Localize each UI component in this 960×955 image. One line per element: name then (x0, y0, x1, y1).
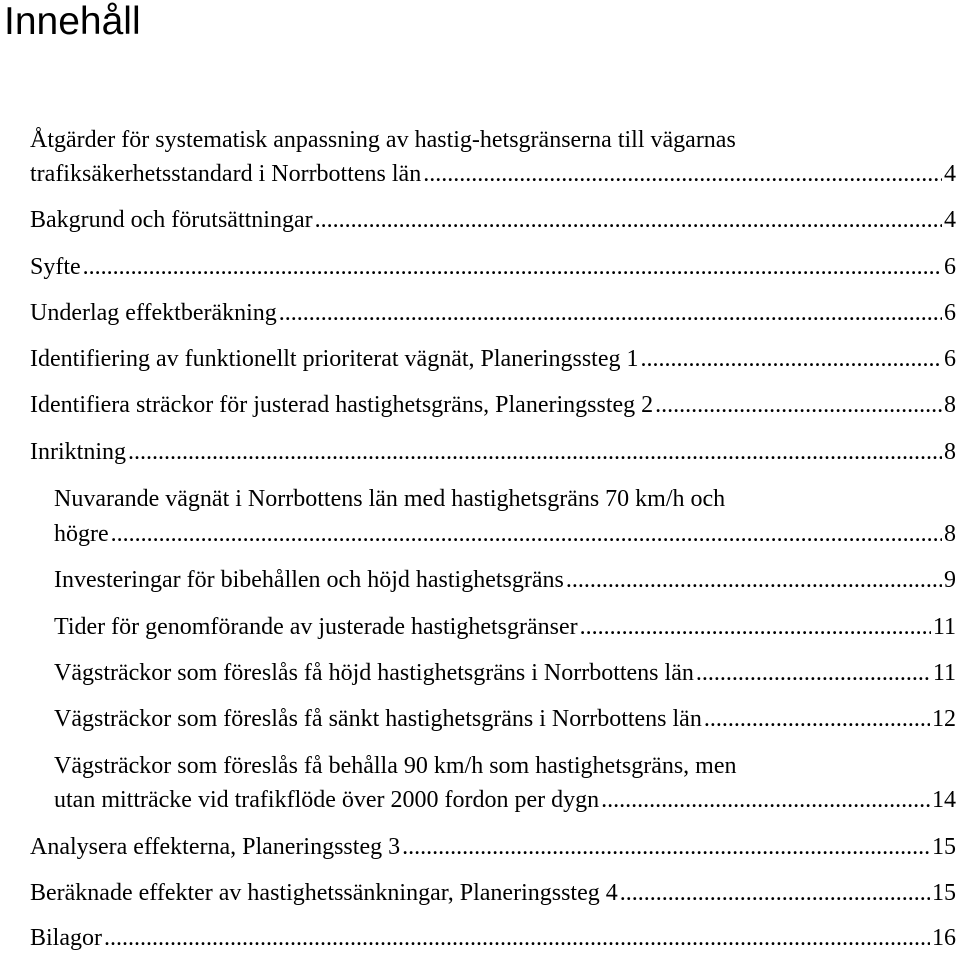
dot-leader (315, 204, 942, 236)
dot-leader (641, 343, 943, 375)
toc-entry-label: Bakgrund och förutsättningar (30, 207, 313, 233)
toc-entry-line: Nuvarande vägnät i Norrbottens län med hastighetsgräns 70 km/h och (54, 486, 726, 512)
toc-entry[interactable] (30, 343, 956, 375)
toc-entry-label: högre (54, 521, 109, 547)
dot-leader (402, 831, 930, 863)
toc-page-number: 6 (944, 300, 956, 326)
dot-leader (620, 877, 930, 909)
dot-leader (104, 922, 930, 954)
toc-entry[interactable] (30, 831, 956, 863)
toc-entry-label: Vägsträckor som föreslås få sänkt hastighetsgräns i Norrbottens län (54, 706, 702, 732)
toc-page-number: 4 (944, 161, 956, 187)
toc-entry[interactable] (54, 611, 956, 643)
toc-entry-label: Underlag effektberäkning (30, 300, 277, 326)
toc-entry[interactable] (54, 564, 956, 596)
toc-entry-label: Inriktning (30, 439, 126, 465)
toc-page-number: 8 (944, 392, 956, 418)
toc-page-number: 8 (944, 439, 956, 465)
toc-entry-label: Identifiera sträckor för justerad hastighetsgräns, Planeringssteg 2 (30, 392, 654, 418)
toc-entry-label: Vägsträckor som föreslås få höjd hastighetsgräns i Norrbottens län (54, 660, 694, 686)
toc-entry[interactable] (54, 657, 956, 689)
toc-page-number: 6 (944, 254, 956, 280)
toc-entry-label: Beräknade effekter av hastighetssänkningar, Planeringssteg 4 (30, 880, 618, 906)
toc-entry-label: Syfte (30, 254, 81, 280)
toc-entry[interactable] (54, 784, 956, 816)
toc-entry[interactable] (30, 297, 956, 329)
dot-leader (601, 784, 930, 816)
toc-entry[interactable] (30, 877, 956, 909)
toc-entry-line: Vägsträckor som föreslås få behålla 90 km/h som hastighetsgräns, men (54, 753, 737, 779)
dot-leader (423, 158, 942, 190)
toc-entry[interactable] (30, 436, 956, 468)
toc-page-number: 11 (932, 660, 956, 686)
dot-leader (279, 297, 942, 329)
toc-entry[interactable] (54, 518, 956, 550)
toc-entry-label: trafiksäkerhetsstandard i Norrbottens län (30, 161, 422, 187)
toc-entry[interactable] (30, 389, 956, 421)
toc-page-number: 9 (944, 567, 956, 593)
toc-page-number: 15 (932, 834, 956, 860)
dot-leader (128, 436, 942, 468)
toc-entry-line: Åtgärder för systematisk anpassning av hastig-hetsgränserna till vägarnas (30, 127, 736, 153)
toc-page-number: 14 (932, 787, 956, 813)
toc-entry[interactable] (30, 158, 956, 190)
dot-leader (566, 564, 942, 596)
dot-leader (580, 611, 931, 643)
dot-leader (696, 657, 931, 689)
toc-entry-label: Bilagor (30, 925, 102, 951)
dot-leader (655, 389, 942, 421)
page-title: Innehåll (4, 0, 141, 43)
toc-page-number: 16 (932, 925, 956, 951)
toc-entry[interactable] (30, 204, 956, 236)
toc-entry[interactable] (54, 703, 956, 735)
toc-entry-label: Tider för genomförande av justerade hastighetsgränser (54, 614, 578, 640)
toc-entry-label: Identifiering av funktionellt prioriterat vägnät, Planeringssteg 1 (30, 346, 639, 372)
toc-entry-label: Investeringar för bibehållen och höjd hastighetsgräns (54, 567, 564, 593)
dot-leader (111, 518, 942, 550)
toc-page-number: 6 (944, 346, 956, 372)
toc-entry-label: utan mitträcke vid trafikflöde över 2000 fordon per dygn (54, 787, 600, 813)
toc-page-number: 15 (932, 880, 956, 906)
toc-page-number: 4 (944, 207, 956, 233)
toc-page-number: 11 (932, 614, 956, 640)
toc-page-number: 8 (944, 521, 956, 547)
dot-leader (704, 703, 930, 735)
toc-entry[interactable] (30, 922, 956, 954)
toc-entry-label: Analysera effekterna, Planeringssteg 3 (30, 834, 401, 860)
dot-leader (83, 251, 942, 283)
toc-entry[interactable] (30, 251, 956, 283)
toc-page-number: 12 (932, 706, 956, 732)
